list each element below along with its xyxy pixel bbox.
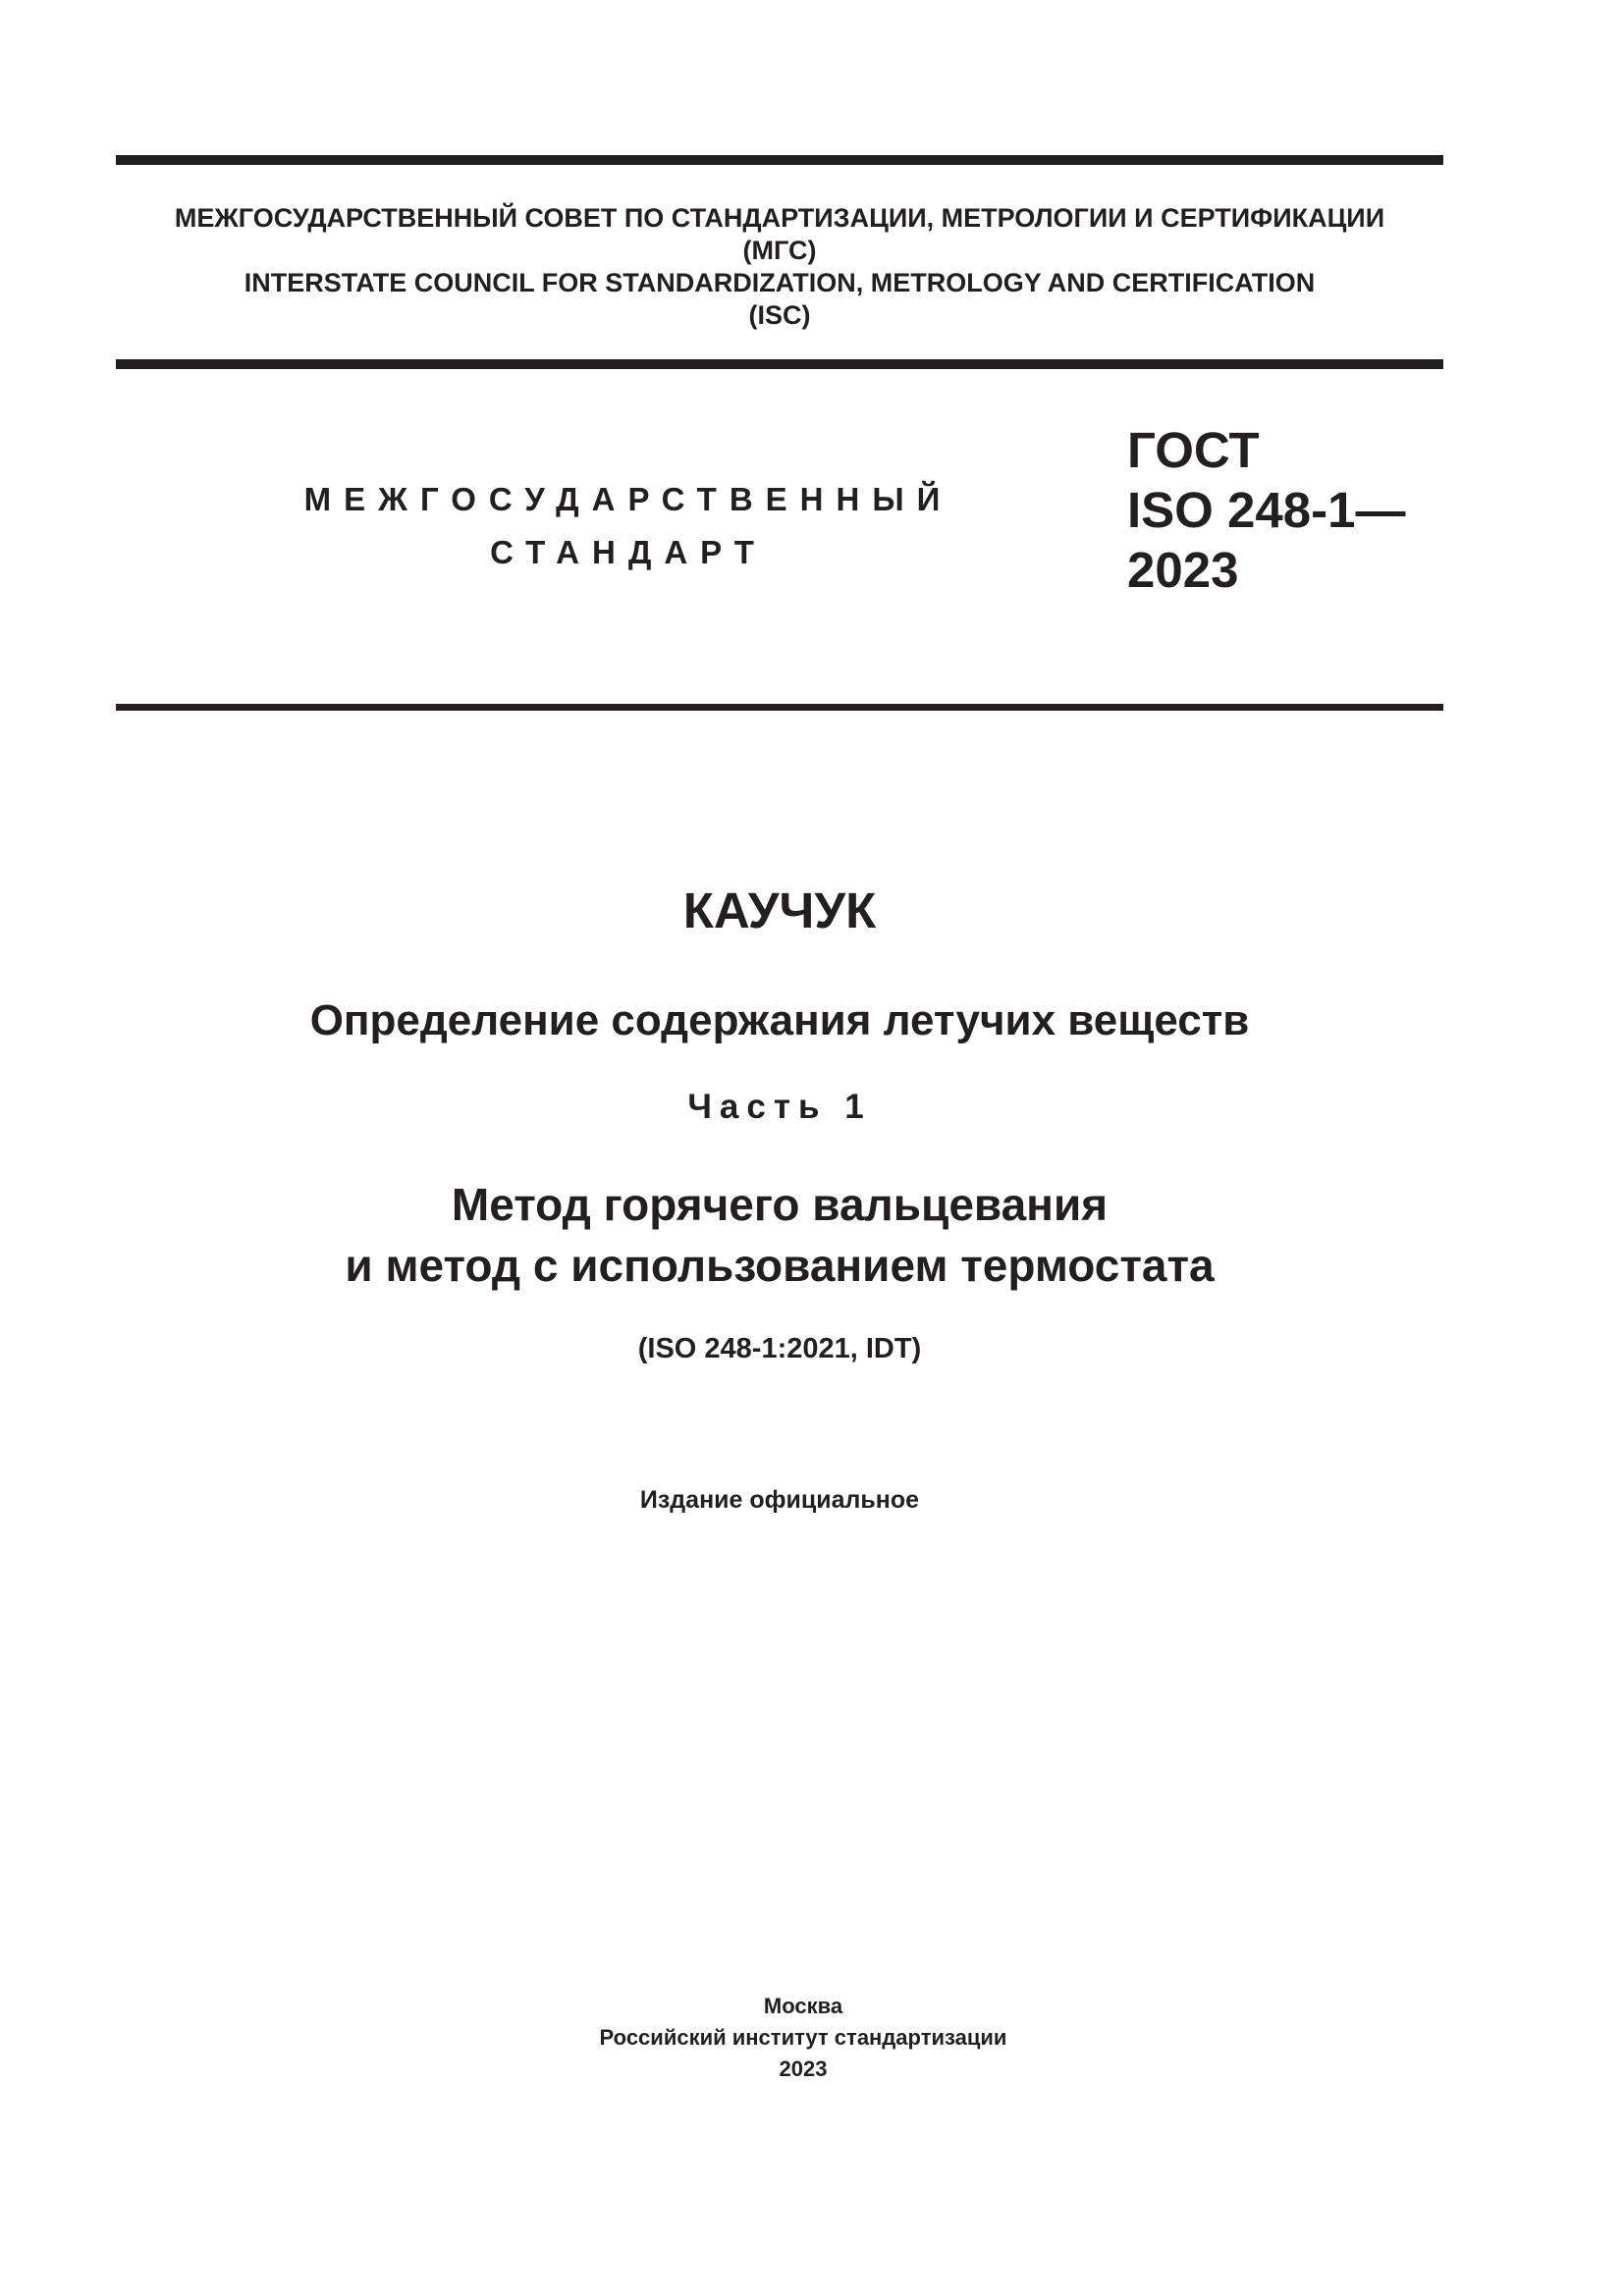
standard-kind-line2: СТАНДАРТ [490,534,767,570]
council-abbr-ru: (МГС) [742,236,817,265]
imprint [116,1991,1490,2085]
header-bottom-rule [116,704,1443,711]
iso-reference: (ISO 248-1:2021, IDT) [637,1333,922,1364]
designation-number: ISO 248-1— [1127,482,1406,538]
imprint-publisher: Российский институт стандартизации [599,2025,1007,2050]
standard-kind [295,473,962,579]
document-subtitle: Определение содержания летучих веществ [309,996,1250,1044]
method-title [116,1174,1443,1296]
method-title-line1: Метод горячего вальцевания [451,1179,1109,1230]
imprint-city: Москва [763,1994,843,2018]
document-part: Часть 1 [687,1088,872,1126]
imprint-year: 2023 [779,2056,828,2081]
council-name-ru: МЕЖГОСУДАРСТВЕННЫЙ СОВЕТ ПО СТАНДАРТИЗАЦИИ, МЕТРОЛОГИИ И СЕРТИФИКАЦИИ [174,203,1385,233]
top-rule [116,155,1443,165]
council-rule [116,359,1443,369]
standard-designation [1127,420,1405,600]
designation-gost: ГОСТ [1127,422,1260,478]
council-name-en: INTERSTATE COUNCIL FOR STANDARDIZATION, METROLOGY AND CERTIFICATION [244,268,1316,297]
document-title: КАУЧУК [682,882,877,938]
designation-year: 2023 [1127,542,1239,598]
method-title-line2: и метод с использованием термостата [345,1240,1215,1291]
council-header [116,202,1443,332]
standard-kind-line1: МЕЖГОСУДАРСТВЕННЫЙ [303,481,953,517]
council-abbr-en: (ISC) [748,300,811,330]
edition-note: Издание официальное [639,1486,920,1514]
